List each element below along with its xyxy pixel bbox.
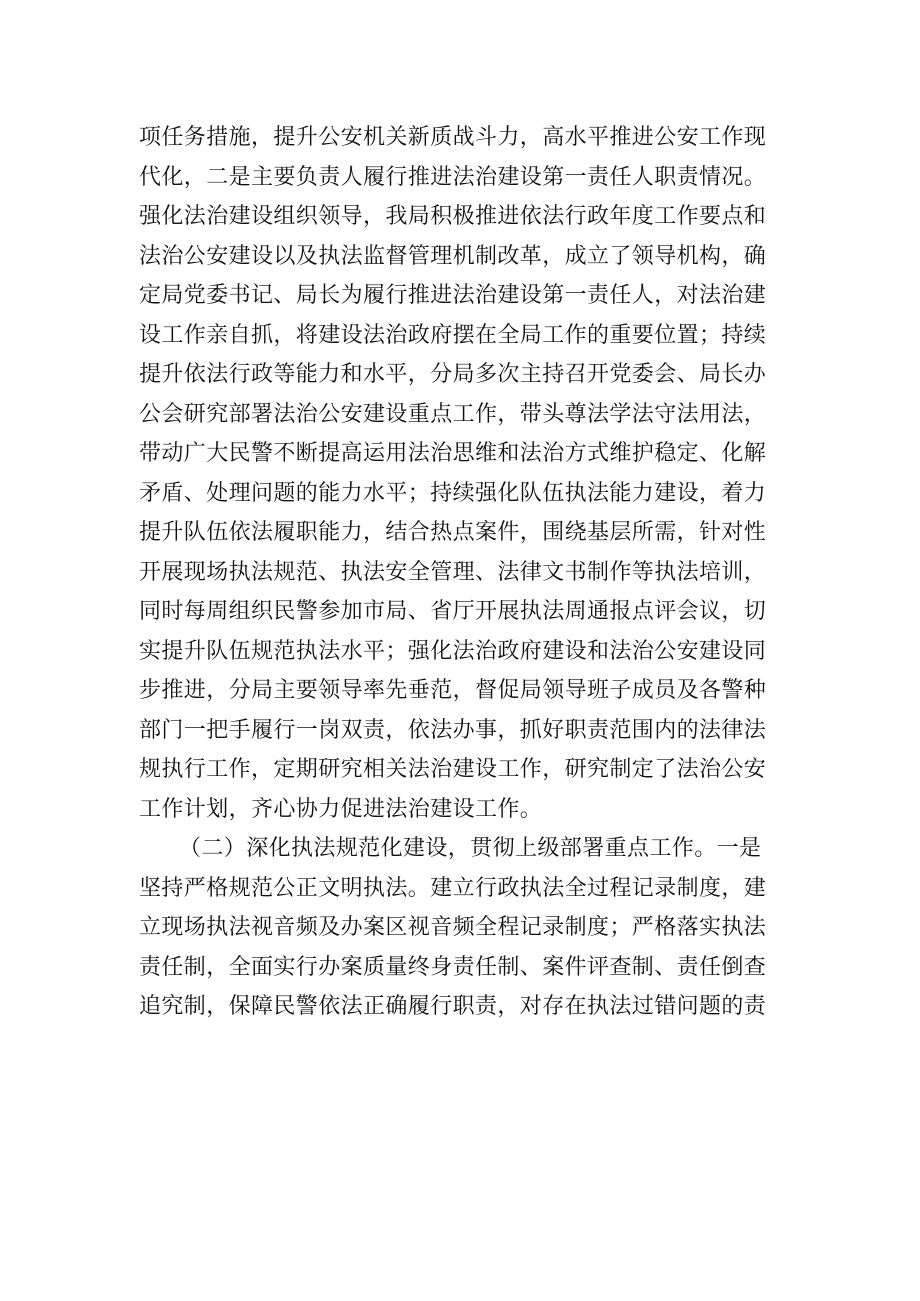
text-line: 矛盾、处理问题的能力水平；持续强化队伍执法能力建设，着力 [139, 480, 767, 506]
text-line: 强化法治建设组织领导，我局积极推进依法行政年度工作要点和 [139, 204, 767, 229]
text-line: 立现场执法视音频及办案区视音频全程记录制度；严格落实执法 [139, 915, 767, 940]
text-line: 坚持严格规范公正文明执法。建立行政执法全过程记录制度，建 [139, 875, 767, 901]
section-heading-line: （二）深化执法规范化建设，贯彻上级部署重点工作。一是 [179, 836, 762, 861]
text-line: 步推进，分局主要领导率先垂范，督促局领导班子成员及各警种 [139, 678, 767, 703]
text-line: 部门一把手履行一岗双责，依法办事，抓好职责范围内的法律法 [139, 717, 767, 743]
text-line: 工作计划，齐心协力促进法治建设工作。 [139, 796, 543, 822]
text-line: 定局党委书记、局长为履行推进法治建设第一责任人，对法治建 [139, 283, 767, 308]
text-line: 规执行工作，定期研究相关法治建设工作，研究制定了法治公安 [139, 757, 767, 782]
text-line: 开展现场执法规范、执法安全管理、法律文书制作等执法培训， [139, 559, 767, 585]
text-line: 实提升队伍规范执法水平；强化法治政府建设和法治公安建设同 [139, 638, 767, 664]
text-line: 项任务措施，提升公安机关新质战斗力，高水平推进公安工作现 [139, 125, 767, 150]
text-line: 设工作亲自抓，将建设法治政府摆在全局工作的重要位置；持续 [139, 322, 767, 348]
text-line: 法治公安建设以及执法监督管理机制改革，成立了领导机构，确 [139, 243, 767, 269]
text-line: 同时每周组织民警参加市局、省厅开展执法周通报点评会议，切 [139, 599, 767, 624]
text-line: 代化，二是主要负责人履行推进法治建设第一责任人职责情况。 [139, 164, 767, 190]
text-line: 责任制，全面实行办案质量终身责任制、案件评查制、责任倒查 [139, 954, 767, 980]
text-line: 带动广大民警不断提高运用法治思维和法治方式维护稳定、化解 [139, 441, 767, 466]
text-line: 追究制，保障民警依法正确履行职责，对存在执法过错问题的责 [139, 994, 767, 1019]
body-text [139, 118, 799, 1027]
text-line: 提升依法行政等能力和水平，分局多次主持召开党委会、局长办 [139, 362, 767, 387]
text-line: 公会研究部署法治公安建设重点工作，带头尊法学法守法用法， [139, 401, 767, 427]
text-line: 提升队伍依法履职能力，结合热点案件，围绕基层所需，针对性 [139, 520, 767, 545]
